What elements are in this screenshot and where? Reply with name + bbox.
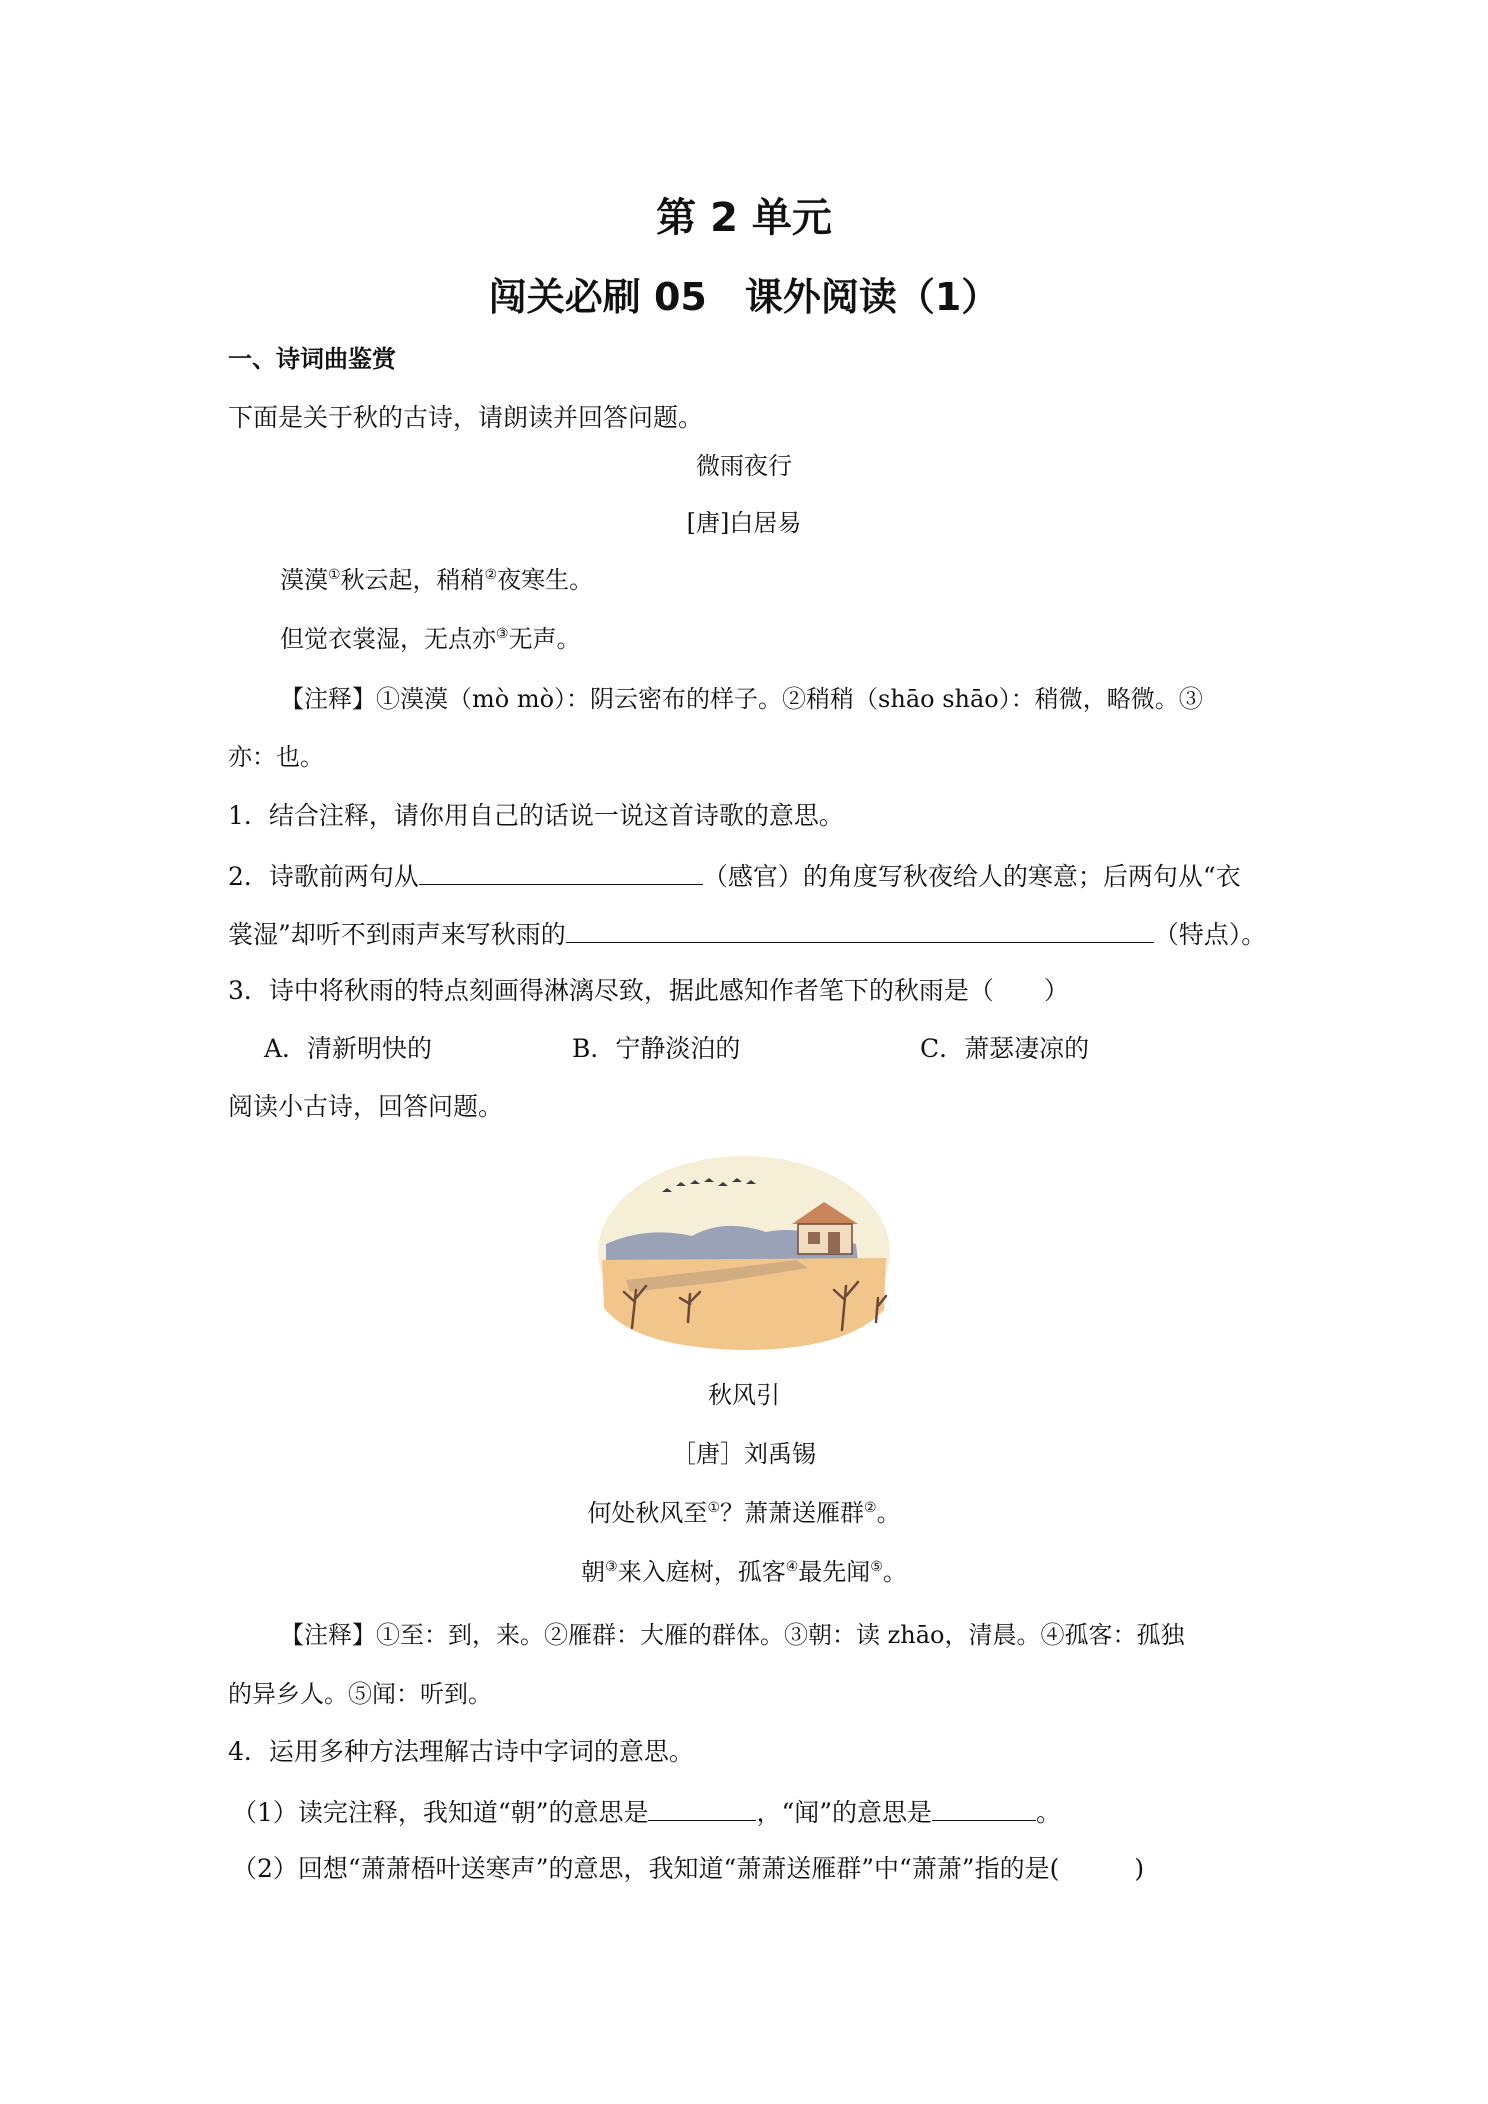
poem1-author: [唐]白居易 — [686, 509, 802, 537]
illustration-house — [798, 1224, 852, 1254]
poem2-title: 秋风引 — [708, 1381, 780, 1409]
footnote-mark: ④ — [785, 1559, 799, 1575]
poem2-line2-text-d: 。 — [882, 1558, 907, 1586]
question-2-text-d: （特点）。 — [1153, 920, 1267, 949]
footnote-mark: ③ — [496, 626, 509, 642]
question-4-1-text-a: （1）读完注释，我知道“朝”的意思是 — [232, 1798, 649, 1827]
footnote-mark: ② — [484, 567, 498, 583]
poem2-line2-text-b: 来入庭树，孤客 — [617, 1558, 786, 1586]
poem1-line2-text-a: 但觉衣裳湿，无点亦 — [280, 625, 496, 653]
section-heading: 一、诗词曲鉴赏 — [228, 345, 396, 373]
poem2-note-cont: 的异乡人。⑤闻：听到。 — [228, 1680, 492, 1708]
poem2-line1 — [0, 1496, 1488, 1530]
question-3-option-b[interactable]: B．宁静淡泊的 — [572, 1034, 741, 1063]
poem1-note-cont: 亦：也。 — [228, 743, 324, 771]
question-3-option-c[interactable]: C．萧瑟凄凉的 — [920, 1034, 1090, 1063]
autumn-landscape-illustration — [596, 1152, 892, 1352]
question-2-text-a: 2．诗歌前两句从 — [228, 862, 419, 891]
poem1-line1-text-b: 秋云起，稍稍 — [340, 566, 485, 594]
question-4-1 — [232, 1794, 1061, 1830]
question-1: 1．结合注释，请你用自己的话说一说这首诗歌的意思。 — [228, 801, 844, 830]
answer-blank[interactable] — [419, 858, 703, 885]
section2-intro: 阅读小古诗，回答问题。 — [228, 1092, 504, 1121]
poem1-note: 【注释】①漠漠（mò mò）：阴云密布的样子。②稍稍（shāo shāo）：稍微，略微。③ — [280, 685, 1203, 713]
lesson-title: 闯关必刷 05 课外阅读（1） — [488, 275, 1000, 319]
poem2-line2 — [0, 1555, 1488, 1589]
answer-blank[interactable] — [648, 1794, 756, 1821]
footnote-mark: ① — [328, 567, 341, 583]
question-2 — [228, 858, 1241, 894]
question-4-1-text-c: 。 — [1036, 1798, 1062, 1827]
question-3-option-a[interactable]: A．清新明快的 — [264, 1034, 433, 1063]
answer-blank[interactable] — [932, 1794, 1036, 1821]
footnote-mark: ③ — [605, 1559, 618, 1575]
poem2-line1-text-c: 。 — [876, 1499, 901, 1527]
poem1-line2-text-b: 无声。 — [508, 625, 581, 653]
footnote-mark: ② — [864, 1500, 877, 1516]
poem1-line2 — [280, 622, 581, 656]
illustration-door — [828, 1232, 840, 1254]
question-2-text-b: （感官）的角度写秋夜给人的寒意；后两句从“衣 — [702, 862, 1241, 891]
question-4-2: （2）回想“萧萧梧叶送寒声”的意思，我知道“萧萧送雁群”中“萧萧”指的是( ) — [232, 1854, 1145, 1883]
unit-title: 第 2 单元 — [656, 195, 832, 241]
question-3: 3．诗中将秋雨的特点刻画得淋漓尽致，据此感知作者笔下的秋雨是（ ） — [228, 976, 1069, 1005]
footnote-mark: ⑤ — [870, 1559, 883, 1575]
answer-blank[interactable] — [566, 916, 1154, 943]
poem2-line1-text-a: 何处秋风至 — [587, 1499, 708, 1527]
poem1-line1 — [280, 563, 593, 597]
poem2-note: 【注释】①至：到，来。②雁群：大雁的群体。③朝：读 zhāo，清晨。④孤客：孤独 — [280, 1621, 1185, 1649]
poem2-line1-text-b: ？萧萧送雁群 — [720, 1499, 864, 1527]
poem2-line2-text-a: 朝 — [581, 1558, 606, 1586]
question-4-1-text-b: ，“闻”的意思是 — [756, 1798, 933, 1827]
poem2-line2-text-c: 最先闻 — [798, 1558, 871, 1586]
section-intro: 下面是关于秋的古诗，请朗读并回答问题。 — [228, 403, 704, 432]
question-2-text-c: 裳湿”却听不到雨声来写秋雨的 — [228, 920, 566, 949]
poem1-title: 微雨夜行 — [696, 452, 792, 480]
poem1-line1-text-c: 夜寒生。 — [497, 566, 594, 594]
footnote-mark: ① — [707, 1500, 720, 1516]
question-4: 4．运用多种方法理解古诗中字词的意思。 — [228, 1737, 694, 1766]
illustration-window — [808, 1232, 820, 1244]
poem2-author: ［唐］刘禹锡 — [672, 1440, 816, 1468]
poem1-line1-text-a: 漠漠 — [280, 566, 328, 594]
question-2-cont — [228, 916, 1266, 952]
